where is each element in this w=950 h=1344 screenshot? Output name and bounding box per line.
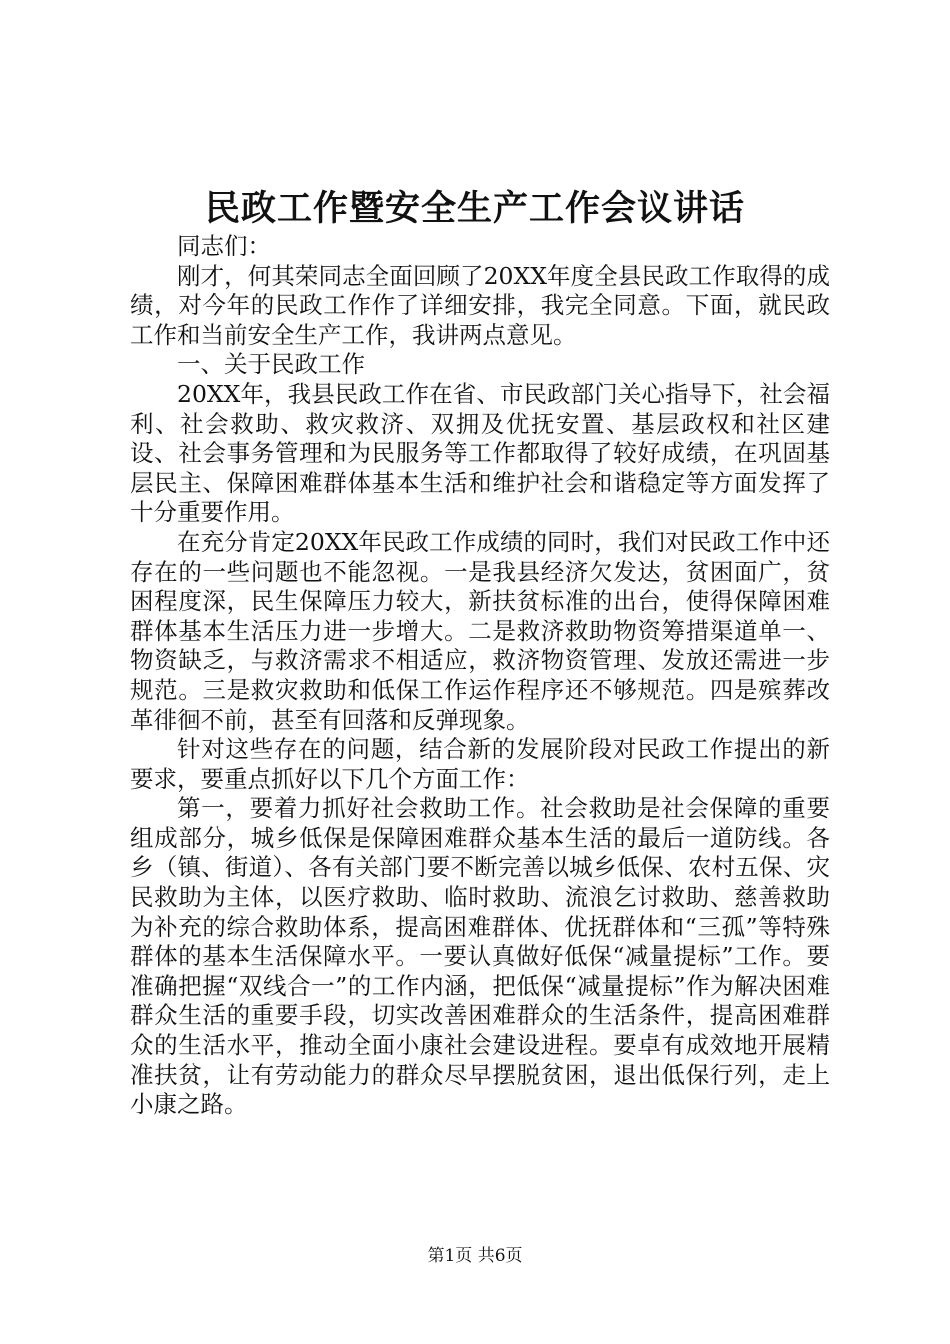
paragraph: 刚才，何其荣同志全面回顾了20XX年度全县民政工作取得的成绩，对今年的民政工作作了详细安排，我完全同意。下面，就民政工作和当前安全生产工作，我讲两点意见。	[130, 261, 830, 349]
paragraph: 针对这些存在的问题，结合新的发展阶段对民政工作提出的新要求，要重点抓好以下几个方面工作：	[130, 735, 830, 793]
salutation: 同志们：	[177, 232, 271, 260]
paragraph: 在充分肯定20XX年民政工作成绩的同时，我们对民政工作中还存在的一些问题也不能忽视。一是我县经济欠发达，贫困面广，贫困程度深，民生保障压力较大，新扶贫标准的出台，使得保障困难群体基本生活压力进一步增大。二是救济救助物资筹措渠道单一、物资缺乏，与救济需求不相适应，救济物资管理、发放还需进一步规范。三是救灾救助和低保工作运作程序还不够规范。四是殡葬改革徘徊不前，甚至有回落和反弹现象。	[130, 527, 830, 734]
section-heading: 一、关于民政工作	[177, 350, 365, 379]
paragraph: 20XX年，我县民政工作在省、市民政部门关心指导下，社会福利、社会救助、救灾救济、双拥及优抚安置、基层政权和社区建设、社会事务管理和为民服务等工作都取得了较好成绩，在巩固基层民主、保障困难群体基本生活和维护社会和谐稳定等方面发挥了十分重要作用。	[130, 379, 830, 527]
paragraph: 第一，要着力抓好社会救助工作。社会救助是社会保障的重要组成部分，城乡低保是保障困难群众基本生活的最后一道防线。各乡（镇、街道）、各有关部门要不断完善以城乡低保、农村五保、灾民救助为主体，以医疗救助、临时救助、流浪乞讨救助、慈善救助为补充的综合救助体系，提高困难群体、优抚群体和“三孤”等特殊群体的基本生活保障水平。一要认真做好低保“减量提标”工作。要准确把握“双线合一”的工作内涵，把低保“减量提标”作为解决困难群众生活的重要手段，切实改善困难群众的生活条件，提高困难群众的生活水平，推动全面小康社会建设进程。要卓有成效地开展精准扶贫，让有劳动能力的群众尽早摆脱贫困，退出低保行列，走上小康之路。	[130, 794, 830, 1119]
page-number-footer: 第1页 共6页	[427, 1246, 523, 1266]
document-title: 民政工作暨安全生产工作会议讲话	[204, 188, 745, 229]
document-body	[130, 232, 830, 1120]
